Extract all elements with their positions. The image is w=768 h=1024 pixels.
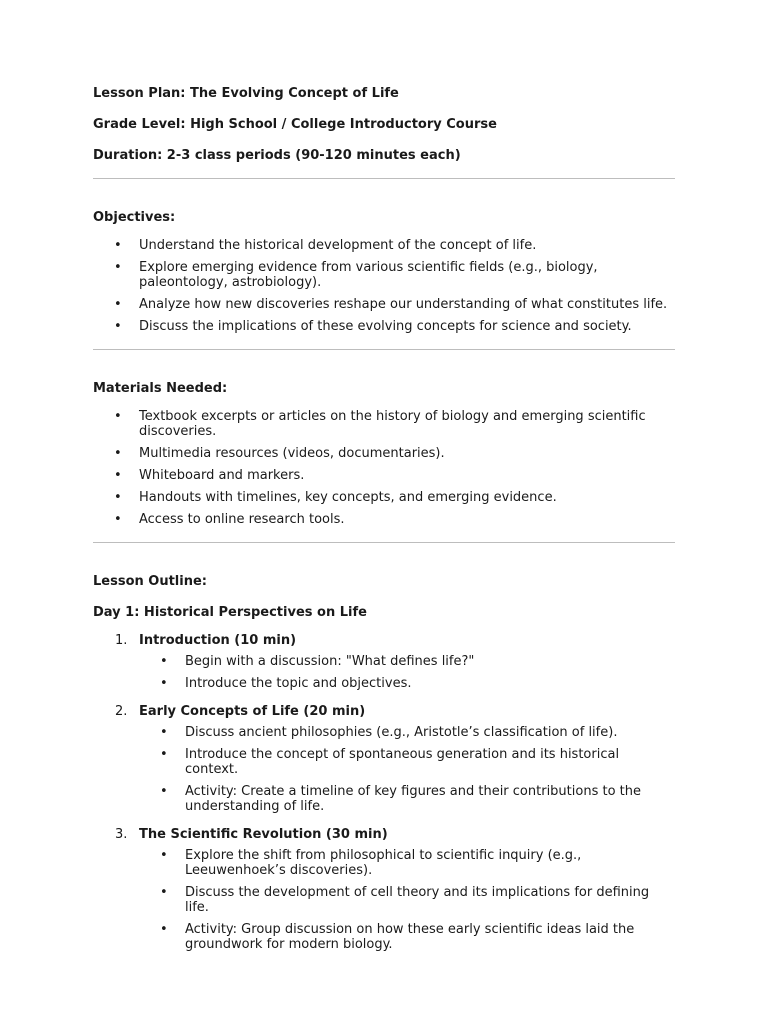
list-item-text: Discuss the implications of these evolving concepts for science and society. (139, 319, 632, 334)
step-number: 3. (115, 827, 128, 842)
bullet-icon: • (114, 446, 122, 461)
bullet-icon: • (160, 654, 168, 669)
list-item (139, 922, 675, 952)
bullet-icon: • (114, 319, 122, 334)
bullet-icon: • (160, 676, 168, 691)
bullet-icon: • (114, 512, 122, 527)
list-item-text: Discuss ancient philosophies (e.g., Aristotle’s classification of life). (185, 725, 618, 740)
bullet-icon: • (114, 238, 122, 253)
divider (93, 349, 675, 350)
list-item (139, 676, 675, 691)
list-item-text: Activity: Create a timeline of key figures and their contributions to the understanding of life. (185, 784, 641, 814)
outline-heading: Lesson Outline: (93, 574, 207, 589)
list-item (139, 784, 675, 814)
list-item-text: Discuss the development of cell theory and its implications for defining life. (185, 885, 650, 915)
bullet-icon: • (114, 297, 122, 312)
list-item (139, 654, 675, 669)
grade-level: Grade Level: High School / College Introductory Course (93, 117, 497, 132)
step-title: The Scientific Revolution (30 min) (139, 827, 388, 842)
materials-heading: Materials Needed: (93, 381, 228, 396)
step-item (93, 633, 675, 691)
list-item (139, 848, 675, 878)
list-item-text: Whiteboard and markers. (139, 468, 305, 483)
list-item-text: Begin with a discussion: "What defines life?" (185, 654, 475, 669)
list-item-text: Handouts with timelines, key concepts, and emerging evidence. (139, 490, 557, 505)
bullet-icon: • (160, 784, 168, 799)
list-item-text: Activity: Group discussion on how these early scientific ideas laid the groundwork for modern biology. (185, 922, 635, 952)
list-item-text: Access to online research tools. (139, 512, 345, 527)
list-item (93, 409, 675, 439)
list-item-text: Multimedia resources (videos, documentaries). (139, 446, 445, 461)
list-item (93, 490, 675, 505)
materials-list (93, 409, 675, 527)
list-item-text: Explore the shift from philosophical to scientific inquiry (e.g., Leeuwenhoek’s discoveries). (185, 848, 582, 878)
list-item (93, 260, 675, 290)
bullet-icon: • (160, 922, 168, 937)
bullet-icon: • (160, 725, 168, 740)
step-title: Introduction (10 min) (139, 633, 297, 648)
bullet-icon: • (160, 848, 168, 863)
objectives-heading: Objectives: (93, 210, 176, 225)
step-number: 2. (115, 704, 128, 719)
duration: Duration: 2-3 class periods (90-120 minutes each) (93, 148, 461, 163)
list-item (93, 319, 675, 334)
bullet-icon: • (114, 409, 122, 424)
step-sublist (139, 848, 675, 952)
list-item (93, 238, 675, 253)
objectives-list (93, 238, 675, 334)
list-item (93, 446, 675, 461)
step-item (93, 704, 675, 814)
list-item (139, 885, 675, 915)
step-title: Early Concepts of Life (20 min) (139, 704, 366, 719)
list-item (139, 747, 675, 777)
day1-heading: Day 1: Historical Perspectives on Life (93, 605, 367, 620)
lesson-title: Lesson Plan: The Evolving Concept of Life (93, 86, 399, 101)
list-item-text: Understand the historical development of the concept of life. (139, 238, 537, 253)
bullet-icon: • (160, 885, 168, 900)
bullet-icon: • (114, 260, 122, 275)
bullet-icon: • (114, 468, 122, 483)
divider (93, 178, 675, 179)
step-sublist (139, 654, 675, 691)
list-item (93, 512, 675, 527)
list-item-text: Analyze how new discoveries reshape our understanding of what constitutes life. (139, 297, 668, 312)
list-item (139, 725, 675, 740)
step-sublist (139, 725, 675, 814)
divider (93, 542, 675, 543)
list-item-text: Explore emerging evidence from various scientific fields (e.g., biology, paleontology, astrobiology). (139, 260, 598, 290)
list-item (93, 468, 675, 483)
step-number: 1. (115, 633, 128, 648)
document-page (93, 86, 675, 965)
step-item (93, 827, 675, 952)
list-item-text: Textbook excerpts or articles on the history of biology and emerging scientific discoveries. (139, 409, 646, 439)
day1-steps (93, 633, 675, 952)
bullet-icon: • (160, 747, 168, 762)
bullet-icon: • (114, 490, 122, 505)
list-item-text: Introduce the concept of spontaneous generation and its historical context. (185, 747, 620, 777)
list-item (93, 297, 675, 312)
list-item-text: Introduce the topic and objectives. (185, 676, 412, 691)
